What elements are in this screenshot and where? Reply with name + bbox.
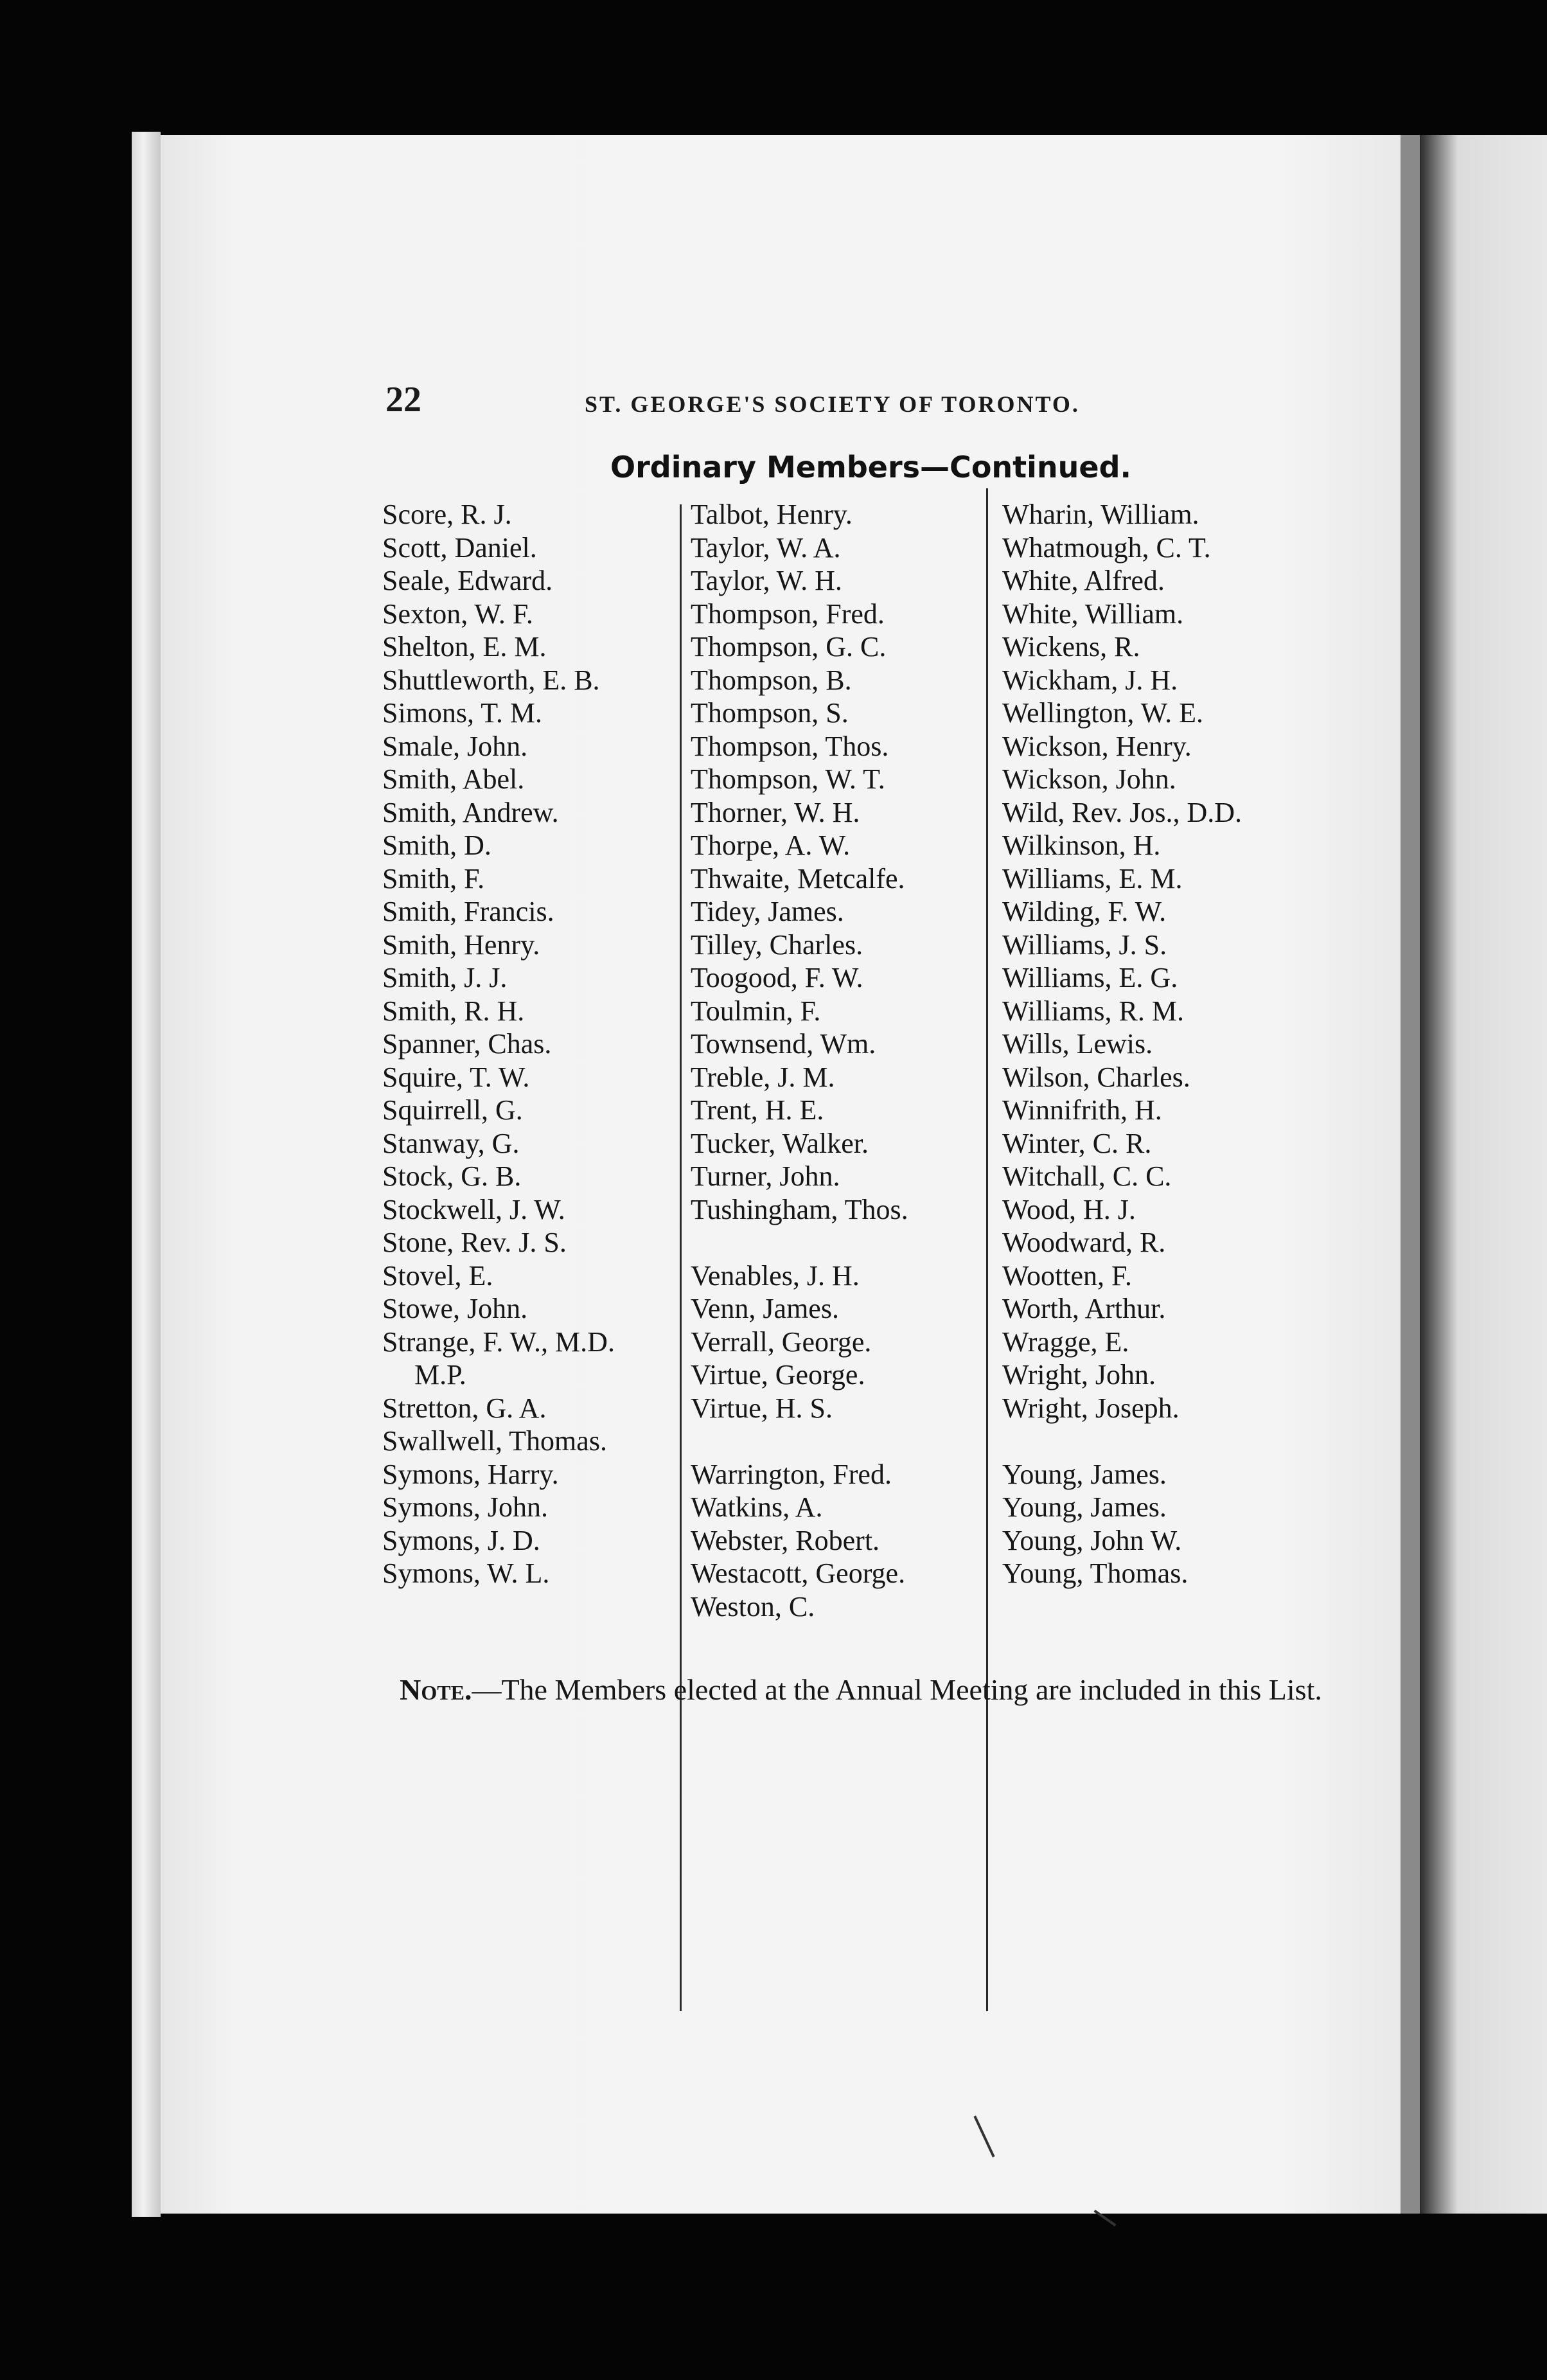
member-entry: Stanway, G. [382, 1127, 520, 1159]
member-entry: Wragge, E. [1002, 1326, 1129, 1358]
member-entry: Scott, Daniel. [382, 531, 537, 564]
member-entry: Williams, R. M. [1002, 995, 1185, 1027]
book-spine [132, 132, 161, 2217]
member-entry: Warrington, Fred. [691, 1458, 892, 1490]
member-entry: Thompson, W. T. [691, 763, 885, 795]
member-column-s [382, 498, 671, 1590]
member-entry [691, 1226, 980, 1259]
member-entry: Verrall, George. [691, 1326, 872, 1358]
member-entry: Seale, Edward. [382, 565, 553, 596]
member-entry: Squirrell, G. [382, 1094, 523, 1126]
member-entry: Witchall, C. C. [1002, 1160, 1172, 1192]
page-header [225, 379, 1330, 431]
member-entry: Trent, H. E. [691, 1094, 824, 1126]
member-entry: Worth, Arthur. [1002, 1293, 1166, 1324]
member-entry: Wild, Rev. Jos., D.D. [1002, 796, 1242, 828]
member-entry: Weston, C. [691, 1590, 815, 1622]
member-entry: Toogood, F. W. [691, 962, 863, 993]
member-entry: Young, James. [1002, 1458, 1167, 1490]
member-entry: Symons, W. L. [382, 1558, 550, 1589]
member-entry: Stockwell, J. W. [382, 1193, 565, 1225]
member-entry: Strange, F. W., M.D. [382, 1326, 615, 1358]
member-entry: Smith, Abel. [382, 763, 525, 795]
member-column-t-w [691, 498, 980, 1623]
member-entry: Wilding, F. W. [1002, 896, 1167, 927]
member-entry: Winnifrith, H. [1002, 1094, 1162, 1126]
member-entry: Tilley, Charles. [691, 928, 863, 961]
member-entry: Stock, G. B. [382, 1160, 522, 1192]
member-entry: Thompson, G. C. [691, 631, 887, 662]
member-entry: Thorpe, A. W. [691, 830, 851, 861]
member-entry: Smith, R. H. [382, 995, 525, 1027]
member-entry: Stovel, E. [382, 1259, 493, 1292]
member-entry: Winter, C. R. [1002, 1127, 1152, 1159]
member-entry: Stretton, G. A. [382, 1392, 547, 1424]
member-entry: Shuttleworth, E. B. [382, 664, 600, 696]
member-entry: Wood, H. J. [1002, 1193, 1136, 1225]
member-entry: Smith, Henry. [382, 928, 540, 961]
member-entry: Squire, T. W. [382, 1061, 530, 1093]
member-entry: Westacott, George. [691, 1558, 906, 1589]
member-entry: Smith, D. [382, 830, 491, 861]
member-entry: Wellington, W. E. [1002, 697, 1204, 729]
member-entry: Webster, Robert. [691, 1524, 880, 1556]
member-entry: Shelton, E. M. [382, 631, 547, 662]
member-entry: Smith, Andrew. [382, 796, 559, 828]
adjacent-page-fragment [1420, 135, 1547, 2214]
member-entry: Taylor, W. A. [691, 531, 841, 564]
member-entry: M.P. [414, 1359, 466, 1390]
member-entry: Young, Thomas. [1002, 1558, 1189, 1589]
column-divider [680, 504, 682, 2011]
member-entry: Virtue, H. S. [691, 1392, 833, 1424]
column-divider [986, 488, 988, 2011]
member-entry: Williams, E. M. [1002, 862, 1183, 894]
member-entry: Young, John W. [1002, 1524, 1182, 1556]
member-entry: Sexton, W. F. [382, 598, 533, 630]
member-entry: Wickham, J. H. [1002, 664, 1178, 696]
member-entry: Turner, John. [691, 1160, 840, 1192]
section-title: Ordinary Members—Continued. [610, 450, 1132, 484]
member-entry: Toulmin, F. [691, 995, 821, 1027]
member-entry: Townsend, Wm. [691, 1028, 876, 1060]
footnote [385, 1667, 1336, 1712]
member-entry: Talbot, Henry. [691, 499, 853, 530]
member-entry: Wickens, R. [1002, 631, 1140, 662]
member-entry: Wright, John. [1002, 1359, 1156, 1390]
member-entry: Symons, John. [382, 1491, 548, 1523]
member-entry: Thompson, B. [691, 664, 852, 696]
member-entry: Tidey, James. [691, 896, 844, 927]
member-entry: Tushingham, Thos. [691, 1193, 908, 1225]
member-entry: Smith, F. [382, 862, 485, 894]
member-entry: Smith, J. J. [382, 962, 508, 993]
member-entry: Wickson, Henry. [1002, 730, 1192, 762]
member-entry: Thompson, Fred. [691, 598, 885, 630]
member-entry: Treble, J. M. [691, 1061, 835, 1093]
member-entry: Watkins, A. [691, 1491, 823, 1523]
member-entry: White, Alfred. [1002, 565, 1165, 596]
member-entry: Spanner, Chas. [382, 1028, 552, 1060]
member-entry: Taylor, W. H. [691, 565, 842, 596]
member-entry: Woodward, R. [1002, 1227, 1166, 1258]
footnote-lead: Note. [400, 1673, 472, 1706]
member-entry: Simons, T. M. [382, 697, 542, 729]
member-entry: Venables, J. H. [691, 1259, 860, 1292]
member-entry: Tucker, Walker. [691, 1127, 869, 1159]
member-entry: Wright, Joseph. [1002, 1392, 1180, 1424]
member-entry: Stowe, John. [382, 1293, 528, 1324]
member-entry: Whatmough, C. T. [1002, 531, 1211, 564]
footnote-text: —The Members elected at the Annual Meeting are included in this List. [472, 1673, 1322, 1706]
member-entry: Smith, Francis. [382, 896, 554, 927]
member-entry: Williams, E. G. [1002, 962, 1178, 993]
member-entry: Symons, Harry. [382, 1458, 559, 1490]
member-entry: Stone, Rev. J. S. [382, 1227, 567, 1258]
member-entry: Score, R. J. [382, 499, 512, 530]
member-entry: Thorner, W. H. [691, 796, 860, 828]
member-entry: Thwaite, Metcalfe. [691, 862, 905, 894]
member-entry: Venn, James. [691, 1293, 839, 1324]
member-entry: Wootten, F. [1002, 1259, 1132, 1292]
page-number: 22 [385, 380, 421, 420]
member-entry: Wickson, John. [1002, 763, 1176, 795]
member-entry: Virtue, George. [691, 1359, 865, 1390]
member-entry: White, William. [1002, 598, 1184, 630]
page-gutter [1401, 135, 1420, 2214]
running-title: ST. GEORGE'S SOCIETY OF TORONTO. [585, 391, 1080, 417]
member-entry: Wilson, Charles. [1002, 1061, 1190, 1093]
member-entry [691, 1425, 980, 1458]
member-entry: Thompson, Thos. [691, 730, 889, 762]
member-column-w-y [1002, 498, 1304, 1590]
member-entry: Wilkinson, H. [1002, 830, 1161, 861]
member-entry: Thompson, S. [691, 697, 849, 729]
member-entry: Young, James. [1002, 1491, 1167, 1523]
member-entry: Wharin, William. [1002, 499, 1199, 530]
member-entry [1002, 1425, 1304, 1458]
member-entry: Williams, J. S. [1002, 928, 1167, 961]
member-entry: Swallwell, Thomas. [382, 1425, 607, 1457]
member-entry: Wills, Lewis. [1002, 1028, 1153, 1060]
member-entry: Smale, John. [382, 730, 528, 762]
member-entry: Symons, J. D. [382, 1524, 540, 1556]
